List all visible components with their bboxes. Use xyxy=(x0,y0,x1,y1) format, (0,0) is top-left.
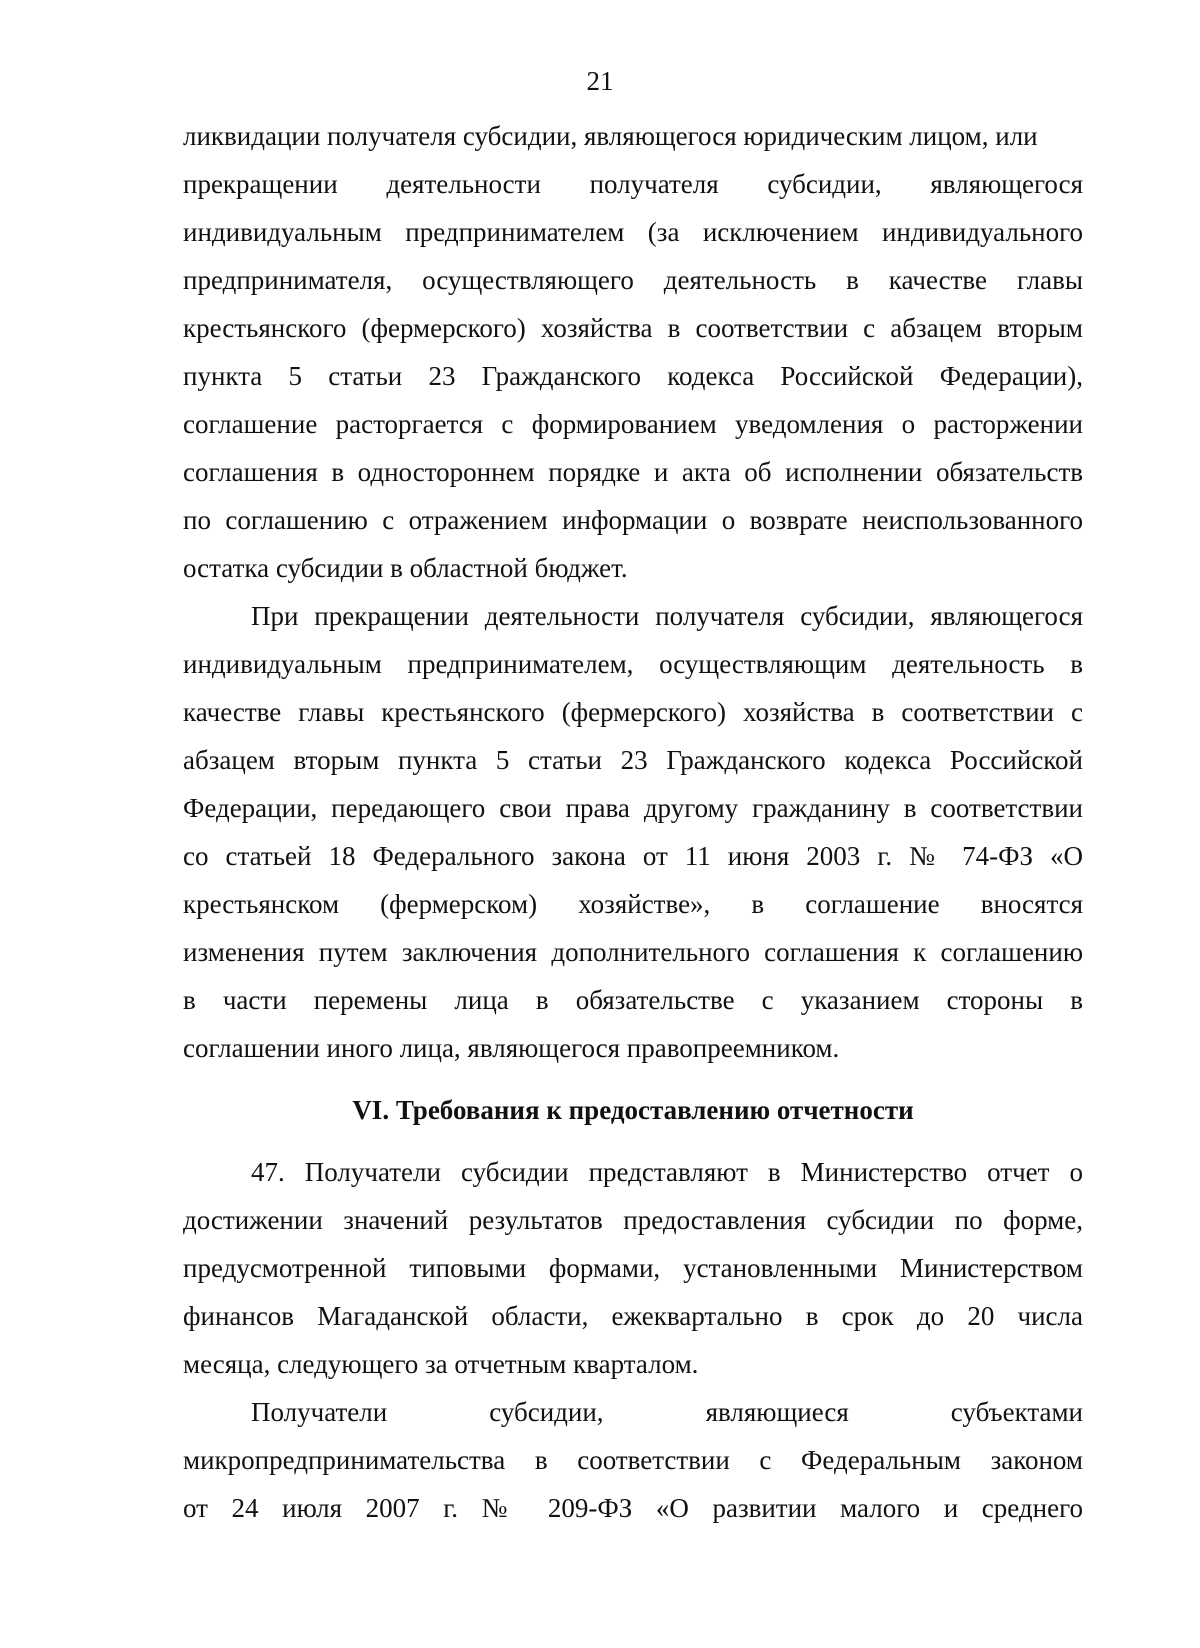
paragraph xyxy=(183,1148,1083,1388)
text-line: по соглашению с отражением информации о возврате неиспользованного xyxy=(183,505,1083,535)
text-line: Получатели субсидии, являющиеся субъектами xyxy=(251,1397,1083,1427)
text-line: соглашения в одностороннем порядке и акта об исполнении обязательств xyxy=(183,457,1083,487)
text-line: 47. Получатели субсидии представляют в Министерство отчет о xyxy=(251,1157,1083,1187)
page-number: 21 xyxy=(586,66,614,96)
text-line: предусмотренной типовыми формами, установленными Министерством xyxy=(183,1253,1083,1283)
text-line: качестве главы крестьянского (фермерского) хозяйства в соответствии с xyxy=(183,697,1083,727)
text-line: абзацем вторым пункта 5 статьи 23 Гражданского кодекса Российской xyxy=(183,745,1083,775)
text-line: финансов Магаданской области, ежеквартально в срок до 20 числа xyxy=(183,1301,1083,1331)
text-line: пункта 5 статьи 23 Гражданского кодекса Российской Федерации), xyxy=(183,361,1083,391)
text-line: индивидуальным предпринимателем (за исключением индивидуального xyxy=(183,217,1083,247)
text-line: месяца, следующего за отчетным кварталом. xyxy=(183,1349,699,1379)
paragraph xyxy=(183,112,1083,592)
document-body xyxy=(183,112,1083,1532)
paragraph xyxy=(183,592,1083,1072)
text-line: ликвидации получателя субсидии, являющегося юридическим лицом, или xyxy=(183,121,1038,151)
text-line: Федерации, передающего свои права другому гражданину в соответствии xyxy=(183,793,1083,823)
text-line: со статьей 18 Федерального закона от 11 июня 2003 г. № 74-ФЗ «О xyxy=(183,841,1083,871)
text-line: соглашении иного лица, являющегося правопреемником. xyxy=(183,1033,840,1063)
text-line: достижении значений результатов предоставления субсидии по форме, xyxy=(183,1205,1083,1235)
text-line: предпринимателя, осуществляющего деятельность в качестве главы xyxy=(183,265,1083,295)
text-line: изменения путем заключения дополнительного соглашения к соглашению xyxy=(183,937,1083,967)
text-line: индивидуальным предпринимателем, осуществляющим деятельность в xyxy=(183,649,1083,679)
text-line: При прекращении деятельности получателя субсидии, являющегося xyxy=(251,601,1083,631)
text-line: микропредпринимательства в соответствии с Федеральным законом xyxy=(183,1445,1083,1475)
text-line: соглашение расторгается с формированием уведомления о расторжении xyxy=(183,409,1083,439)
text-line: крестьянского (фермерского) хозяйства в соответствии с абзацем вторым xyxy=(183,313,1083,343)
text-line: от 24 июля 2007 г. № 209-ФЗ «О развитии малого и среднего xyxy=(183,1493,1083,1523)
text-line: крестьянском (фермерском) хозяйстве», в соглашение вносятся xyxy=(183,889,1083,919)
paragraph xyxy=(183,1388,1083,1532)
text-line: прекращении деятельности получателя субсидии, являющегося xyxy=(183,169,1083,199)
section-heading: VI. Требования к предоставлению отчетности xyxy=(352,1095,914,1125)
text-line: в части перемены лица в обязательстве с указанием стороны в xyxy=(183,985,1083,1015)
text-line: остатка субсидии в областной бюджет. xyxy=(183,553,628,583)
